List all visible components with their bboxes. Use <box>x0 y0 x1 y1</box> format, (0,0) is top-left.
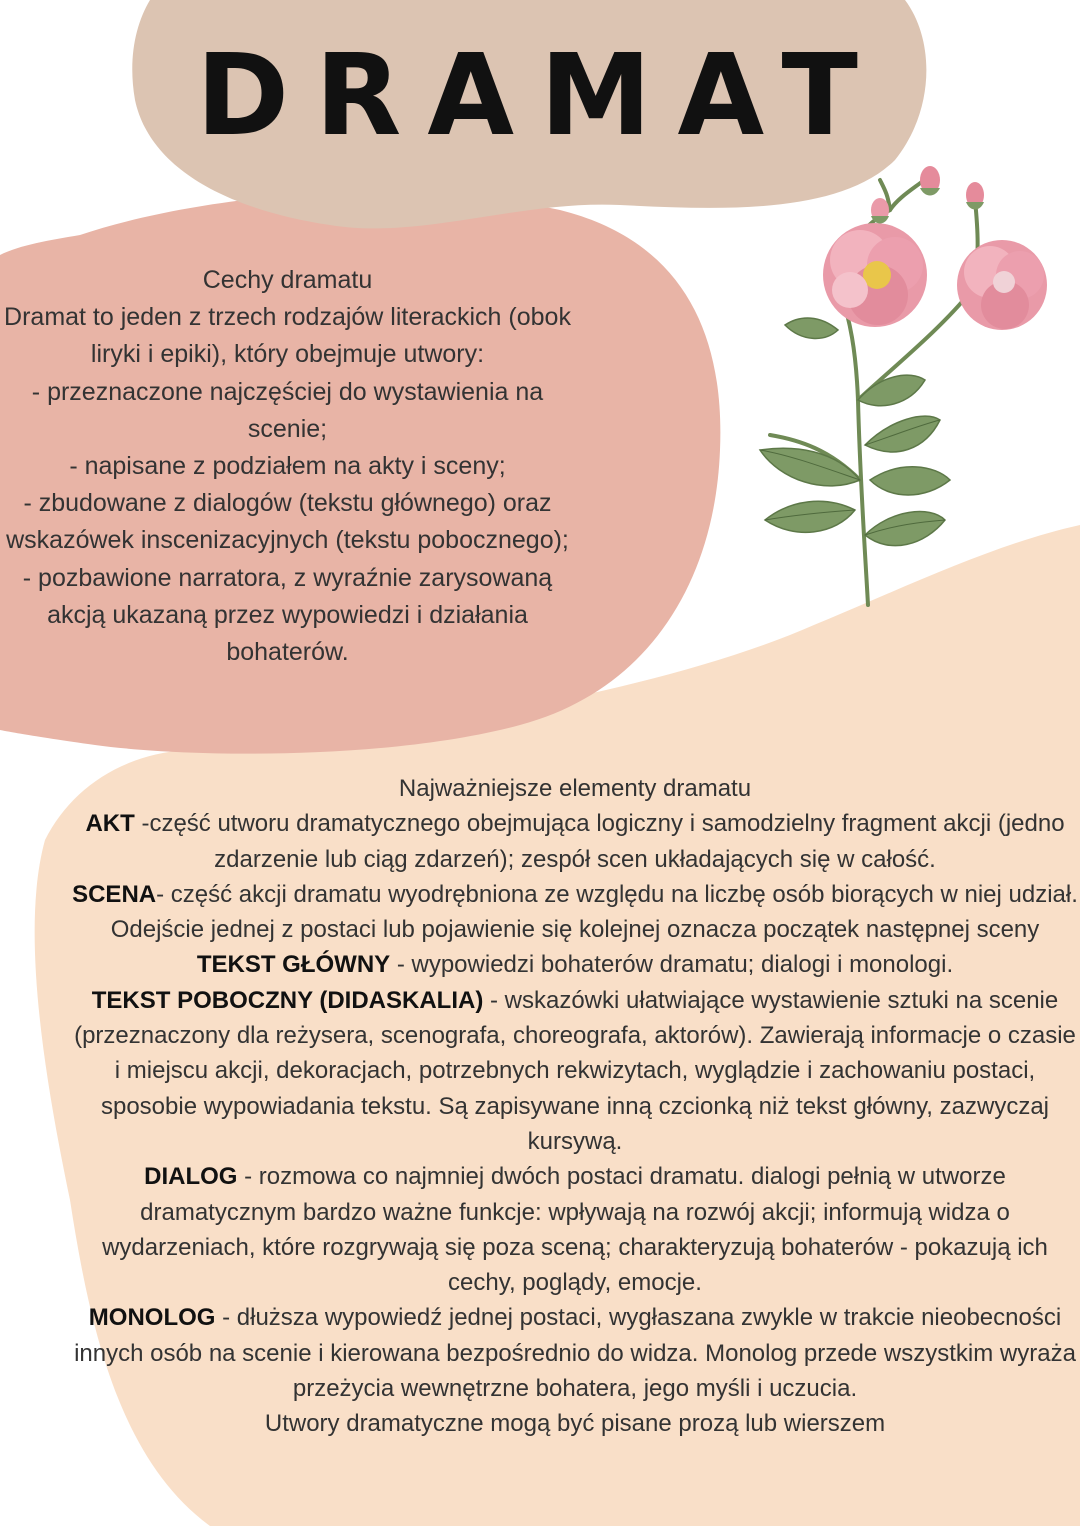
term-label: TEKST POBOCZNY (DIDASKALIA) <box>91 986 484 1014</box>
definition-tekst-glowny <box>70 947 1080 982</box>
rose-illustration-icon <box>740 150 1070 610</box>
rose-bloom-left-icon <box>823 223 927 327</box>
features-item: - pozbawione narratora, z wyraźnie zarysowaną akcją ukazaną przez wypowiedzi i działania bohaterów. <box>22 563 553 667</box>
term-description: - dłuższa wypowiedź jednej postaci, wygłaszana zwykle w trakcie nieobecności innych osób na scenie i kierowana bezpośrednio do widza. Monolog przede wszystkim wyraża przeżycia wewnętrzne bohatera, jego myśli i uczucia. <box>74 1304 1076 1403</box>
page-title: DRAMAT <box>196 31 884 161</box>
definition-monolog <box>70 1300 1080 1406</box>
term-description: -część utworu dramatycznego obejmująca logiczny i samodzielny fragment akcji (jedno zdarzenie lub ciąg zdarzeń); zespół scen układających się w całość. <box>134 810 1065 873</box>
term-description: - rozmowa co najmniej dwóch postaci dramatu. dialogi pełnią w utworze dramatycznym bardzo ważne funkcje: wpływają na rozwój akcji; informują widza o wydarzeniach, które rozgrywają się poza sceną; charakteryzują bohaterów - pokazują ich cechy, poglądy, emocje. <box>102 1163 1048 1297</box>
term-label: AKT <box>85 810 135 838</box>
features-section <box>0 262 575 671</box>
definition-dialog <box>70 1159 1080 1300</box>
elements-heading: Najważniejsze elementy dramatu <box>398 775 752 802</box>
term-label: TEKST GŁÓWNY <box>196 951 391 979</box>
term-label: DIALOG <box>144 1163 238 1191</box>
features-item: - przeznaczone najczęściej do wystawienia na scenie; <box>31 377 544 443</box>
term-description: - część akcji dramatu wyodrębniona ze względu na liczbę osób biorących w niej udział. Odejście jednej z postaci lub pojawienie się kolejnej oznacza początek następnej sceny <box>110 880 1078 944</box>
elements-section <box>70 771 1080 1442</box>
features-intro: Dramat to jeden z trzech rodzajów literackich (obok liryki i epiki), który obejmuje utwory: <box>4 303 571 369</box>
features-item: - napisane z podziałem na akty i sceny; <box>69 452 506 481</box>
term-label: SCENA <box>72 880 157 908</box>
features-item: - zbudowane z dialogów (tekstu głównego) oraz wskazówek inscenizacyjnych (tekstu pobocznego); <box>6 489 569 555</box>
term-label: MONOLOG <box>88 1304 216 1332</box>
definition-scena <box>70 877 1080 948</box>
rose-bloom-right-icon <box>957 240 1047 330</box>
term-description: - wypowiedzi bohaterów dramatu; dialogi i monologi. <box>390 951 954 979</box>
definition-akt <box>70 806 1080 877</box>
features-heading: Cechy dramatu <box>202 266 373 294</box>
term-description: - wskazówki ułatwiające wystawienie sztuki na scenie (przeznaczony dla reżysera, scenografa, choreografa, aktorów). Zawierają informacje o czasie i miejscu akcji, dekoracjach, potrzebnych rekwizytach, wyglądzie i zachowaniu postaci, sposobie wypowiadania tekstu. Są zapisywane inną czcionką niż tekst główny, zazwyczaj kursywą. <box>74 986 1076 1155</box>
closing-sentence: Utwory dramatyczne mogą być pisane prozą lub wierszem <box>264 1410 886 1438</box>
definition-tekst-poboczny <box>70 983 1080 1159</box>
